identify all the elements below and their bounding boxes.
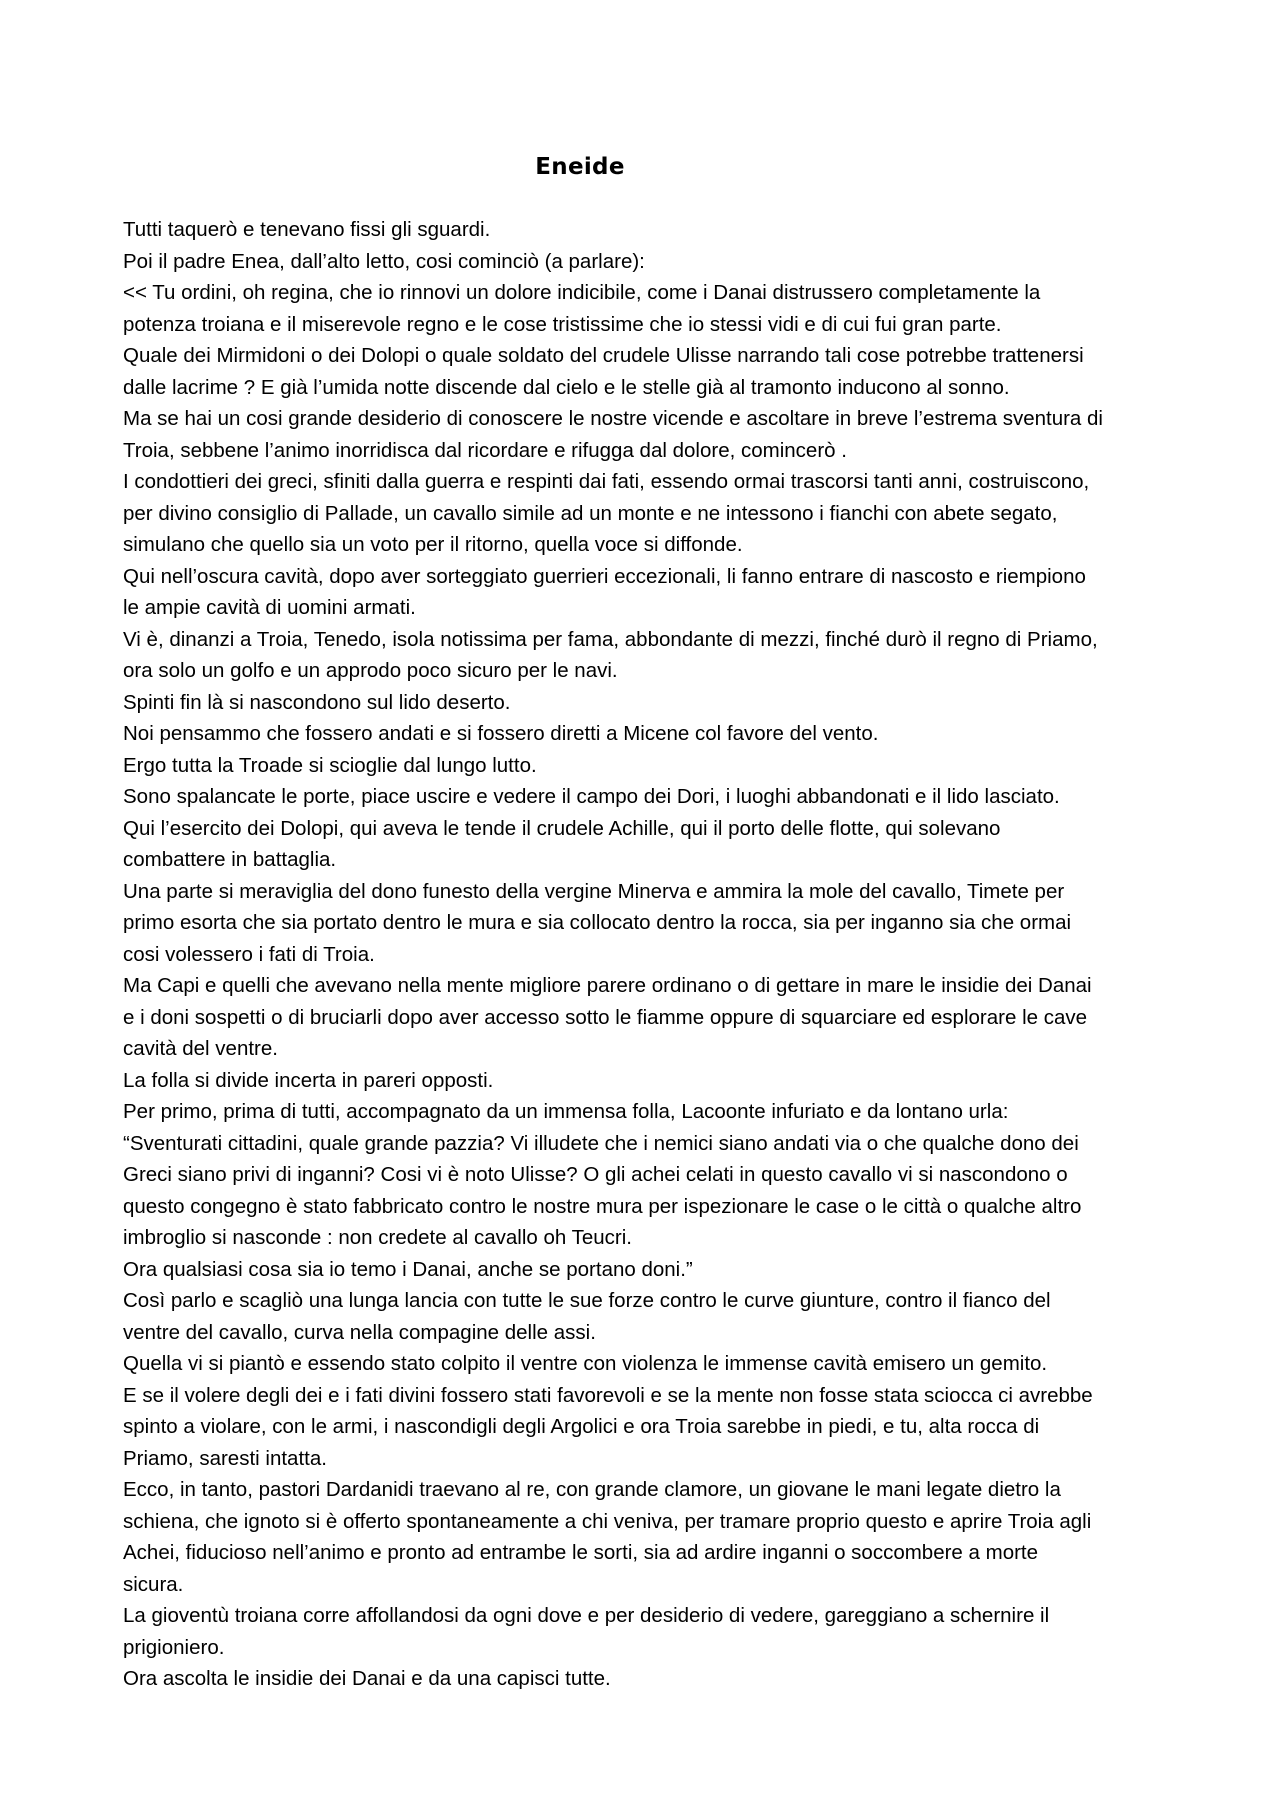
text-line: spinto a violare, con le armi, i nascondigli degli Argolici e ora Troia sarebbe in piedi, e tu, alta rocca di <box>123 1415 1040 1438</box>
text-line: Troia, sebbene l’animo inorridisca dal ricordare e rifugga dal dolore, comincerò . <box>123 438 847 462</box>
text-line: prigioniero. <box>123 1635 225 1659</box>
text-line: E se il volere degli dei e i fati divini fossero stati favorevoli e se la mente non fosse stata sciocca ci avrebbe <box>123 1383 1093 1407</box>
text-line: Tutti taquerò e tenevano fissi gli sguardi. <box>123 218 491 241</box>
text-line: << Tu ordini, oh regina, che io rinnovi un dolore indicibile, come i Danai distrussero completamente la <box>123 281 1041 304</box>
text-line: La folla si divide incerta in pareri opposti. <box>123 1068 494 1092</box>
text-line: Greci siano privi di inganni? Cosi vi è noto Ulisse? O gli achei celati in questo cavallo vi si nascondono o <box>123 1163 1068 1186</box>
text-line: Una parte si meraviglia del dono funesto della vergine Minerva e ammira la mole del cavallo, Timete per <box>123 879 1065 903</box>
text-line: La gioventù troiana corre affollandosi da ogni dove e per desiderio di vedere, gareggiano a schernire il <box>123 1604 1050 1627</box>
text-line: sicura. <box>123 1572 184 1596</box>
text-line: ventre del cavallo, curva nella compagine delle assi. <box>123 1320 596 1344</box>
text-line: primo esorta che sia portato dentro le mura e sia collocato dentro la rocca, sia per inganno sia che ormai <box>123 911 1072 934</box>
text-line: Achei, fiducioso nell’animo e pronto ad entrambe le sorti, sia ad ardire inganni o soccombere a morte <box>123 1541 1039 1564</box>
text-line: le ampie cavità di uomini armati. <box>123 596 416 619</box>
text-line: Ecco, in tanto, pastori Dardanidi traevano al re, con grande clamore, un giovane le mani legate dietro la <box>123 1478 1061 1501</box>
text-line: Noi pensammo che fossero andati e si fossero diretti a Micene col favore del vento. <box>123 722 879 745</box>
text-line: Qui l’esercito dei Dolopi, qui aveva le tende il crudele Achille, qui il porto delle flotte, qui solevano <box>123 816 1001 840</box>
text-line: Qui nell’oscura cavità, dopo aver sorteggiato guerrieri eccezionali, li fanno entrare di nascosto e riempiono <box>123 564 1086 588</box>
text-line: Ora ascolta le insidie dei Danai e da una capisci tutte. <box>123 1667 611 1690</box>
page-title: Eneide <box>535 154 625 180</box>
body-text <box>123 214 1183 1695</box>
text-line: Quale dei Mirmidoni o dei Dolopi o quale soldato del crudele Ulisse narrando tali cose potrebbe trattenersi <box>123 344 1084 367</box>
text-line: “Sventurati cittadini, quale grande pazzia? Vi illudete che i nemici siano andati via o che qualche dono dei <box>123 1131 1079 1155</box>
text-line: Ma se hai un cosi grande desiderio di conoscere le nostre vicende e ascoltare in breve l’estrema sventura di <box>123 407 1103 430</box>
text-line: questo congegno è stato fabbricato contro le nostre mura per ispezionare le case o le città o qualche altro <box>123 1194 1082 1218</box>
text-line: per divino consiglio di Pallade, un cavallo simile ad un monte e ne intessono i fianchi con abete segato, <box>123 501 1058 525</box>
text-line: schiena, che ignoto si è offerto spontaneamente a chi veniva, per tramare proprio questo e aprire Troia agli <box>123 1509 1092 1533</box>
text-line: e i doni sospetti o di bruciarli dopo aver accesso sotto le fiamme oppure di squarciare ed esplorare le cave <box>123 1005 1088 1029</box>
text-line: Spinti fin là si nascondono sul lido deserto. <box>123 690 511 714</box>
text-line: Quella vi si piantò e essendo stato colpito il ventre con violenza le immense cavità emisero un gemito. <box>123 1352 1048 1375</box>
text-line: Sono spalancate le porte, piace uscire e vedere il campo dei Dori, i luoghi abbandonati e il lido lasciato. <box>123 785 1060 808</box>
text-line: potenza troiana e il miserevole regno e le cose tristissime che io stessi vidi e di cui fui gran parte. <box>123 312 1002 336</box>
text-line: Così parlo e scagliò una lunga lancia con tutte le sue forze contro le curve giunture, contro il fianco del <box>123 1289 1051 1312</box>
text-line: Ergo tutta la Troade si scioglie dal lungo lutto. <box>123 753 537 777</box>
text-line: Vi è, dinanzi a Troia, Tenedo, isola notissima per fama, abbondante di mezzi, finché durò il regno di Priamo, <box>123 627 1098 651</box>
text-line: dalle lacrime ? E già l’umida notte discende dal cielo e le stelle già al tramonto inducono al sonno. <box>123 375 1010 399</box>
text-line: Priamo, saresti intatta. <box>123 1446 327 1470</box>
text-line: Per primo, prima di tutti, accompagnato da un immensa folla, Lacoonte infuriato e da lontano urla: <box>123 1100 1009 1123</box>
text-line: Ma Capi e quelli che avevano nella mente migliore parere ordinano o di gettare in mare le insidie dei Danai <box>123 974 1092 997</box>
text-line: cosi volessero i fati di Troia. <box>123 942 375 966</box>
text-line: ora solo un golfo e un approdo poco sicuro per le navi. <box>123 659 618 682</box>
text-line: simulano che quello sia un voto per il ritorno, quella voce si diffonde. <box>123 533 743 556</box>
text-line: Poi il padre Enea, dall’alto letto, cosi cominciò (a parlare): <box>123 249 645 273</box>
text-line: imbroglio si nasconde : non credete al cavallo oh Teucri. <box>123 1226 632 1249</box>
text-line: I condottieri dei greci, sfiniti dalla guerra e respinti dai fati, essendo ormai trascorsi tanti anni, costruiscono, <box>123 470 1090 493</box>
text-line: cavità del ventre. <box>123 1037 278 1060</box>
text-line: Ora qualsiasi cosa sia io temo i Danai, anche se portano doni.” <box>123 1257 693 1281</box>
text-line: combattere in battaglia. <box>123 848 337 871</box>
